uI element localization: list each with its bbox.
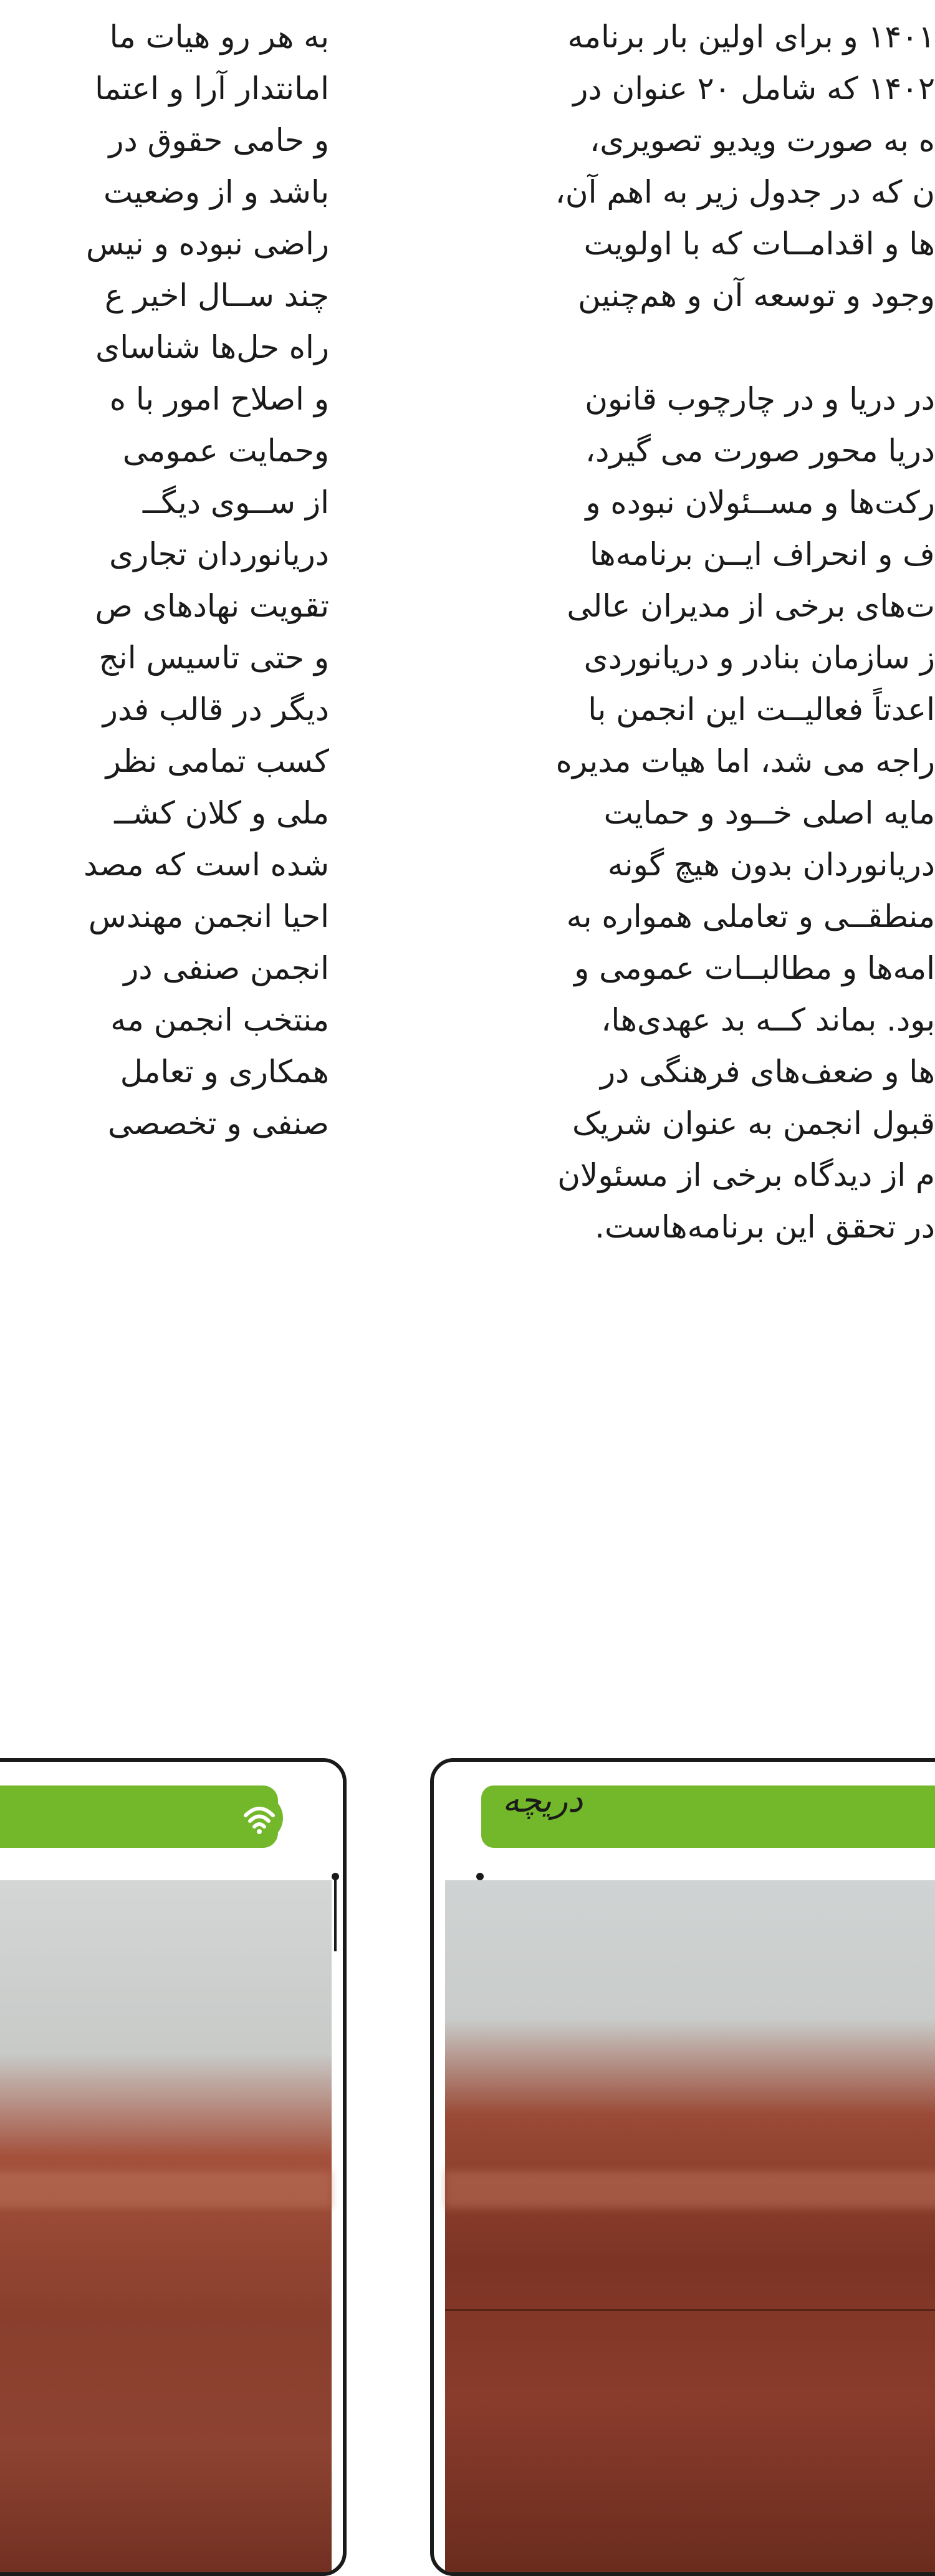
left-text-column [0, 11, 329, 1150]
text-line: منتخب انجمن مه [110, 1002, 329, 1038]
text-line: قبول انجمن به عنوان شریک [572, 1105, 935, 1141]
text-line: و حامی حقوق در [108, 122, 329, 158]
text-line: ه به صورت ویدیو تصویری، [590, 122, 935, 158]
left-feature-panel [0, 1758, 347, 2576]
text-line: راجه می شد، اما هیات مدیره [555, 743, 935, 779]
text-line: دریا محور صورت می گیرد، [585, 433, 935, 469]
leather-photo [445, 1880, 935, 2572]
photo-highlight [445, 2171, 935, 2208]
text-line: ۱۴۰۱ و برای اولین بار برنامه [567, 19, 935, 55]
panel-label: دریچه [502, 1781, 583, 1820]
text-line: دریانوردان تجاری [109, 536, 329, 572]
photo-seam [445, 2309, 935, 2311]
text-line: امه‌ها و مطالبــات عمومی و [574, 950, 935, 986]
text-line: ها و ضعف‌های فرهنگی در [600, 1054, 935, 1090]
text-line: راضی نبوده و نیس [85, 226, 329, 262]
pin-dot [332, 1873, 339, 1880]
text-line: باشد و از وضعیت [103, 174, 329, 210]
text-line: احیا انجمن مهندس [88, 898, 329, 935]
text-line: صنفی و تخصصی [107, 1105, 329, 1141]
text-line: به هر رو هیات ما [109, 19, 329, 55]
text-line: ت‌های برخی از مدیران عالی [567, 588, 935, 624]
right-text-column [449, 11, 935, 1253]
text-line: منطقــی و تعاملی همواره به [566, 898, 935, 935]
text-line: اعدتاً فعالیــت این انجمن با [588, 691, 935, 728]
text-line: تقویت نهادهای ص [95, 588, 329, 624]
text-line: م از دیدگاه برخی از مسئولان [557, 1157, 935, 1193]
text-line: بود. بماند کــه بد عهدی‌ها، [601, 1002, 935, 1038]
text-line: چند ســال اخیر ع [105, 277, 329, 314]
text-line: در دریا و در چارچوب قانون [585, 381, 935, 417]
text-line: ها و اقدامــات که با اولویت [583, 226, 935, 262]
text-line: ف و انحراف ایــن برنامه‌ها [590, 536, 935, 572]
text-line: کسب تمامی نظر [105, 743, 329, 779]
text-line: ز سازمان بنادر و دریانوردی [583, 640, 935, 676]
panel-header [0, 1762, 343, 1855]
right-feature-panel [430, 1758, 935, 2576]
text-line: شده است که مصد [84, 847, 329, 883]
text-line: و اصلاح امور با ه [109, 381, 329, 417]
pin-dot [476, 1873, 484, 1880]
photo-highlight [0, 2171, 332, 2208]
text-line: و حتی تاسیس انج [98, 640, 329, 676]
text-line: وجود و توسعه آن و هم‌چنین [578, 277, 935, 314]
leather-photo [0, 1880, 332, 2572]
text-line: راه حل‌ها شناسای [95, 329, 329, 365]
pin-line [334, 1877, 337, 1951]
panel-header [434, 1762, 935, 1855]
text-line: در تحقق این برنامه‌هاست. [595, 1209, 935, 1245]
text-line: ۱۴۰۲ که شامل ۲۰ عنوان در [573, 70, 935, 107]
text-line: دریانوردان بدون هیچ گونه [607, 847, 935, 883]
text-line: مایه اصلی خــود و حمایت [603, 795, 935, 831]
text-line: امانتدار آرا و اعتما [95, 70, 329, 107]
text-line: رکت‌ها و مســئولان نبوده و [585, 484, 935, 521]
text-line: از ســوی دیگــ [142, 484, 329, 521]
text-line: دیگر در قالب فدر [102, 691, 329, 728]
text-line: همکاری و تعامل [120, 1054, 329, 1090]
text-line: ن که در جدول زیر به اهم آن، [555, 174, 935, 210]
text-line: انجمن صنفی در [123, 950, 329, 986]
text-line: وحمایت عمومی [122, 433, 329, 469]
wifi-icon [234, 1793, 284, 1843]
text-line: ملی و کلان کشــ [114, 795, 329, 831]
